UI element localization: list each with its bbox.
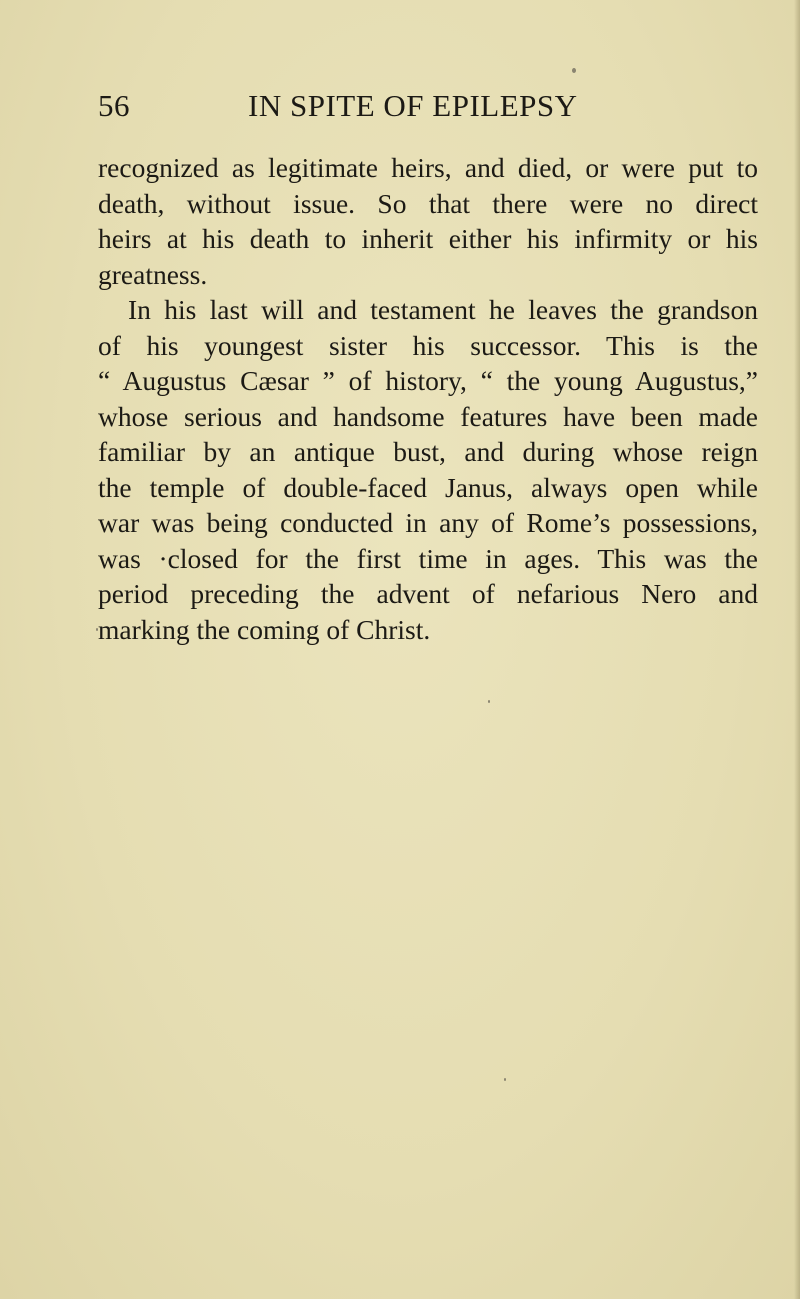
text-line: war was being conducted in any of Rome’s possessions, (98, 507, 758, 538)
running-head (98, 88, 738, 128)
text-line: whose serious and handsome features have been made (98, 400, 758, 432)
paper-speck (96, 628, 98, 631)
paper-speck (572, 68, 576, 73)
page-number: 56 (98, 88, 130, 123)
text-line: familiar by an antique bust, and during whose reign (98, 436, 758, 467)
paper-speck (504, 1078, 506, 1081)
text-line: period preceding the advent of nefarious Nero and (98, 578, 758, 609)
body-text (98, 150, 758, 647)
text-line: the temple of double-faced Janus, always open while (98, 471, 758, 503)
text-line: was ·closed for the first time in ages. This was the (98, 542, 758, 574)
text-line: of his youngest sister his successor. This is the (98, 329, 758, 361)
running-head-title: IN SPITE OF EPILEPSY (248, 88, 578, 123)
text-line: heirs at his death to inherit either his infirmity or his (98, 223, 758, 254)
paper-speck (488, 700, 490, 703)
text-line: greatness. (98, 258, 208, 290)
text-line: recognized as legitimate heirs, and died, or were put to (98, 152, 758, 183)
text-line: death, without issue. So that there were no direct (98, 187, 758, 219)
text-line: In his last will and testament he leaves the grandson (128, 294, 758, 325)
text-line: “ Augustus Cæsar ” of history, “ the young Augustus,” (98, 365, 758, 396)
text-line: marking the coming of Christ. (98, 613, 431, 645)
page-edge-shadow (794, 0, 800, 1299)
